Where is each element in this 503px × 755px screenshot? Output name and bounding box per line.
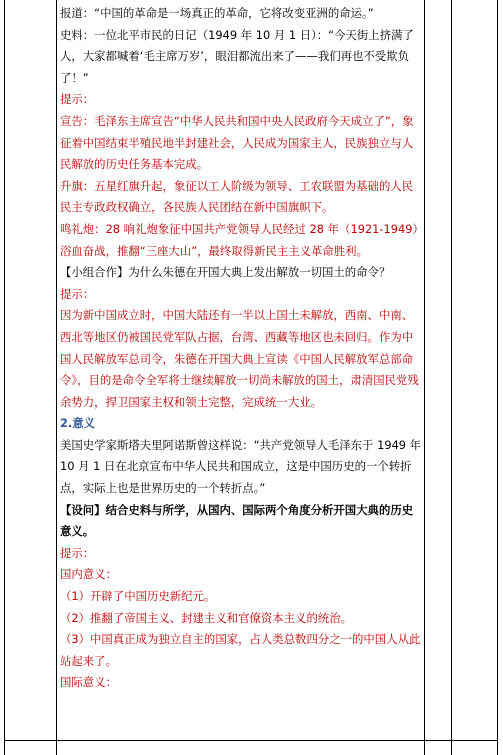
paragraph: （1）开辟了中国历史新纪元。 — [60, 589, 216, 604]
paragraph: 美国史学家斯塔夫里阿诺斯曾这样说：“共产党领导人毛泽东于 1949 年 10 月 1 日在北京宣布中华人民共和国成立，这是中国历史的一个转折点，实际上也是世界历史的一个转折点。” — [60, 437, 422, 496]
paragraph: 鸣礼炮：28 响礼炮象征中国共产党领导人民经过 28 年（1921-1949）浴血奋战，推翻“三座大山”，最终取得新民主主义革命胜利。 — [60, 221, 419, 258]
paragraph: 国际意义： — [60, 675, 117, 690]
paragraph: 因为新中国成立时，中国大陆还有一半以上国土未解放，西南、中南、西北等地区仍被国民党军队占据，台湾、西藏等地区也未回归。作为中国人民解放军总司令，朱德在开国大典上宣读《中国人民解放军总部命令》，目的是命令全军将士继续解放一切尚未解放的国土，肃清国民党残余势力，捍卫国家主权和领土完整，完成统一大业。 — [60, 308, 419, 409]
paragraph: 提示： — [60, 545, 95, 560]
table-border-col1 — [56, 0, 57, 755]
table-border-bottom — [4, 740, 498, 741]
table-border-col3 — [451, 0, 452, 755]
lesson-content — [60, 3, 422, 694]
paragraph: （3）中国真正成为独立自主的国家，占人类总数四分之一的中国人从此站起来了。 — [60, 632, 421, 668]
paragraph: 【设问】结合史料与所学，从国内、国际两个角度分析开国大典的历史意义。 — [60, 502, 414, 539]
paragraph: 史料：一位北平市民的日记（1949 年 10 月 1 日）：“今天街上挤满了人，大家都喊着‘毛主席万岁’，眼泪都流出来了——我们再也不受欺负了！” — [60, 27, 414, 85]
paragraph: 【小组合作】为什么朱德在开国大典上发出解放一切国土的命令？ — [60, 265, 391, 280]
table-border-left — [4, 0, 5, 755]
paragraph: 提示： — [60, 92, 95, 107]
paragraph: （2）推翻了帝国主义、封建主义和官僚资本主义的统治。 — [60, 610, 353, 625]
paragraph: 提示： — [60, 286, 95, 301]
paragraph: 宣告：毛泽东主席宣告“中华人民共和国中央人民政府今天成立了”，象征着中国结束半殖民地半封建社会，人民成为国家主人，民族独立与人民解放的历史任务基本完成。 — [60, 113, 414, 172]
paragraph: 2.意义 — [60, 416, 96, 431]
paragraph: 国内意义： — [60, 567, 117, 582]
table-border-right — [497, 0, 498, 755]
table-border-col2 — [424, 0, 425, 755]
paragraph: 升旗：五星红旗升起，象征以工人阶级为领导、工农联盟为基础的人民民主专政政权确立，各民族人民团结在新中国旗帜下。 — [60, 178, 414, 215]
paragraph: 报道：“中国的革命是一场真正的革命，它将改变亚洲的命运。” — [60, 6, 374, 20]
